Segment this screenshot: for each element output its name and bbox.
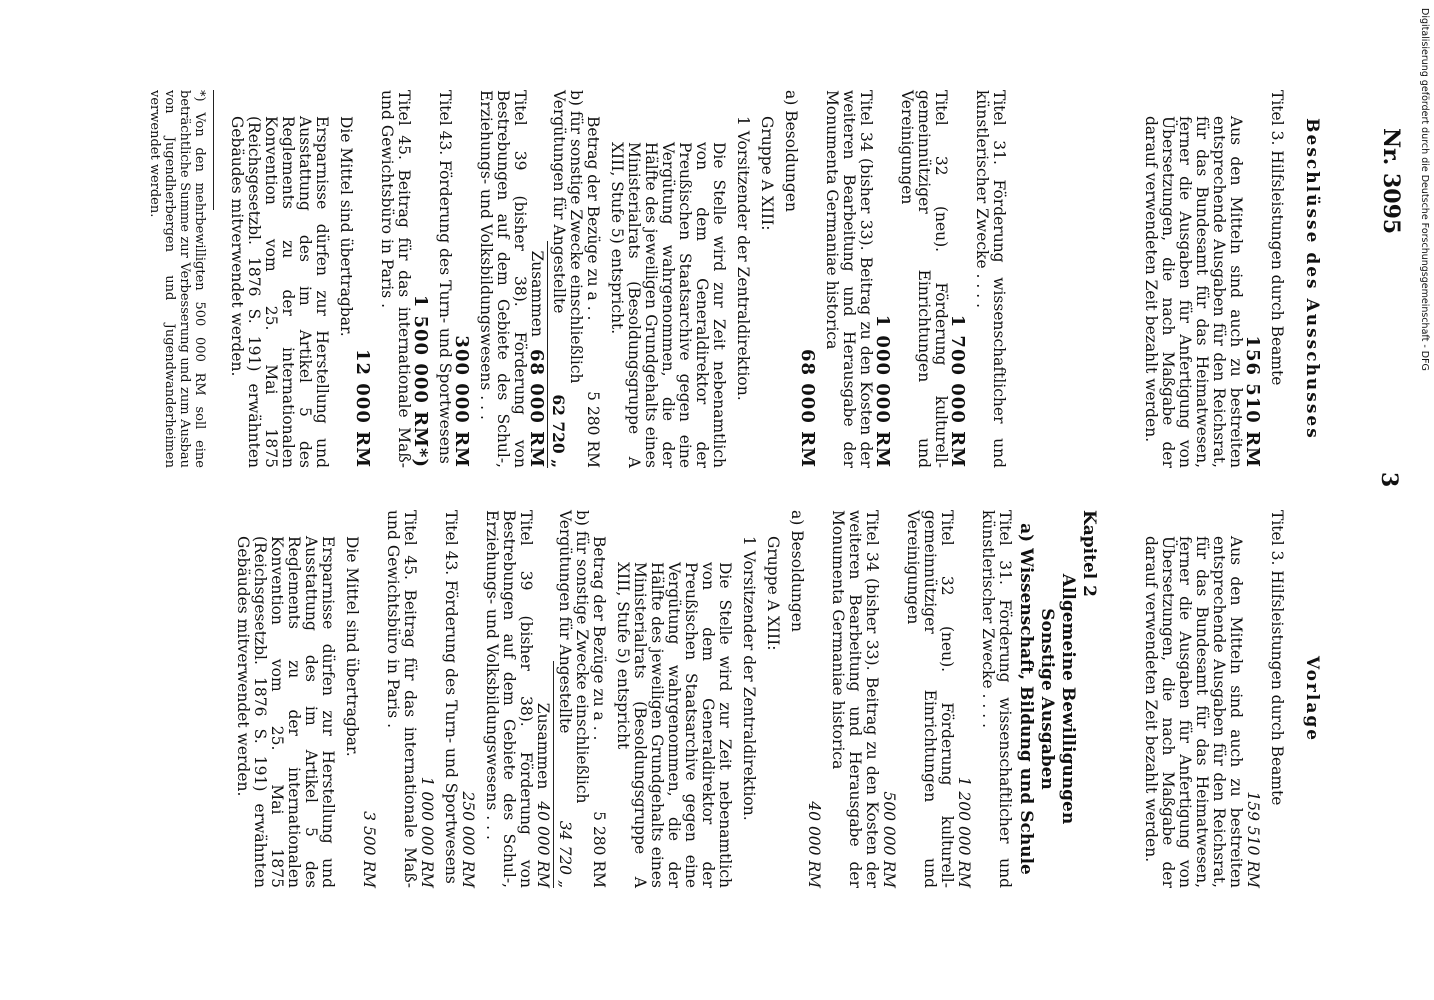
r-b-row bbox=[550, 90, 584, 468]
l-b-sonstige: b) für sonstige Zwecke einschließlich Vergütungen für Angestellte bbox=[556, 510, 591, 804]
r-titel45: Titel 45. Beitrag für das internationale Maß- und Gewichtsbüro in Paris . bbox=[378, 90, 413, 468]
r-vorsitzender: 1 Vorsitzender der Zentraldirektion. bbox=[734, 116, 752, 401]
r-zusammen-amount: 68 000 RM bbox=[526, 348, 547, 468]
r-titel45-note2: Ersparnisse dürfen zur Herstellung und Ausstattung des im Artikel 5 des Reglements zu der internationalen Konvention vom 25. Mai 1875 (Reichsgesetzbl. 1876 S. 191) erwähnten Gebäudes mitverwendet werden. bbox=[228, 116, 331, 468]
r-titel31: Titel 31. Förderung wissenschaftlicher und künstlerischer Zwecke . . . . bbox=[973, 90, 1008, 468]
wissenschaft-bildung-schule: a) Wissenschaft, Bildung und Schule bbox=[1016, 523, 1036, 875]
r-titel45-amount: 12 000 RM bbox=[352, 348, 373, 468]
r-titel32-amount: 1 000 000 RM bbox=[872, 314, 893, 468]
allgemeine-bewilligungen: Allgemeine Bewilligungen bbox=[1058, 573, 1078, 825]
page-number: 3 bbox=[1376, 472, 1402, 488]
r-titel3-label: Titel 3. Hilfsleistungen durch Beamte bbox=[1268, 90, 1286, 386]
l-b-row bbox=[556, 510, 590, 888]
dfg-credit-text: Digitalisierung gefördert durch die Deutsche Forschungsgemeinschaft - DFG bbox=[1419, 8, 1430, 371]
r-titel39-amount: 300 000 RM bbox=[451, 335, 472, 468]
footnote-rule bbox=[213, 90, 214, 210]
l-gruppe: Gruppe A XIII: bbox=[764, 536, 782, 651]
r-betrag-label: Betrag der Bezüge zu a . . bbox=[584, 116, 602, 321]
kapitel-heading: Kapitel 2 bbox=[1079, 510, 1099, 598]
sonstige-ausgaben: Sonstige Ausgaben bbox=[1037, 608, 1057, 790]
r-b-amount: 62 720 „ bbox=[549, 394, 568, 468]
r-betrag-row bbox=[584, 90, 601, 468]
r-titel32: Titel 32 (neu). Förderung kulturell-gemeinnütziger Einrichtungen und Vereinigungen bbox=[898, 90, 950, 468]
r-titel43: Titel 43. Förderung des Turn- und Sportwesens bbox=[436, 90, 454, 464]
l-titel43-amount: 1 000 000 RM bbox=[418, 776, 436, 888]
r-b-sonstige: b) für sonstige Zwecke einschließlich Vergütungen für Angestellte bbox=[550, 90, 585, 384]
l-titel45-note1: Die Mittel sind übertragbar. bbox=[343, 536, 361, 757]
l-titel45-amount: 3 500 RM bbox=[360, 811, 378, 888]
beschluesse-heading: Beschlüsse des Ausschusses bbox=[1302, 118, 1322, 440]
l-titel43: Titel 43. Förderung des Turn- und Sportwesens bbox=[442, 510, 460, 884]
l-stelle-note: Die Stelle wird zur Zeit nebenamtlich von dem Generaldirektor der Preußischen Staatsarchive gegen eine Vergütung wahrgenommen, die der Hälfte des jeweiligen Grundgehalts eines Ministerialrats (Besoldungsgruppe A XIII, Stufe 5) entspricht bbox=[614, 562, 734, 888]
vorlage-heading: Vorlage bbox=[1302, 655, 1322, 743]
r-stelle-note: Die Stelle wird zur Zeit nebenamtlich von dem Generaldirektor der Preußischen Staatsarchive gegen eine Vergütung wahrgenommen, die der Hälfte des jeweiligen Grundgehalts eines Ministerialrats (Besoldungsgruppe A XIII, Stufe 5) entspricht. bbox=[608, 142, 728, 468]
l-sum-rule bbox=[553, 661, 554, 888]
l-titel31-amount: 1 200 000 RM bbox=[955, 776, 973, 888]
l-vorsitzender: 1 Vorsitzender der Zentraldirektion. bbox=[740, 536, 758, 821]
r-sum-rule bbox=[547, 241, 548, 468]
l-zusammen-amount: 40 000 RM bbox=[534, 801, 552, 888]
l-a-besoldungen: a) Besoldungen bbox=[788, 510, 806, 632]
l-titel39: Titel 39 (bisher 38). Förderung von Bestrebungen auf dem Gebiete des Schul-, Erziehungs- und Volksbildungswesens . . . bbox=[483, 510, 535, 888]
r-titel34-amount: 68 000 RM bbox=[797, 348, 818, 468]
r-zusammen-label: Zusammen bbox=[528, 250, 546, 337]
l-titel3-note: Aus den Mitteln sind auch zu bestreiten entsprechende Ausgaben für den Reichsrat, für das Bundesamt für das Heimatwesen, ferner die Ausgaben für Anfertigung von Übersetzungen, die nach Maßgabe der darauf verwendeten Zeit bezahlt werden. bbox=[1142, 536, 1245, 888]
l-betrag-label: Betrag der Bezüge zu a . . bbox=[590, 536, 608, 741]
l-titel45-note2: Ersparnisse dürfen zur Herstellung und Ausstattung des im Artikel 5 des Reglements zu der internationalen Konvention vom 25. Mai 1875 (Reichsgesetzbl. 1876 S. 191) erwähnten Gebäudes mitverwendet werden. bbox=[234, 536, 337, 888]
l-titel32: Titel 32 (neu). Förderung kulturell-gemeinnütziger Einrichtungen und Vereinigungen bbox=[904, 510, 956, 888]
l-titel3-amount: 159 510 RM bbox=[1244, 791, 1262, 888]
l-titel34-amount: 40 000 RM bbox=[805, 801, 823, 888]
r-titel34: Titel 34 (bisher 33). Beitrag zu den Kosten der weiteren Bearbeitung und Herausgabe der Monumenta Germaniae historica bbox=[823, 90, 875, 468]
digitization-credit bbox=[1416, 8, 1432, 988]
l-titel31: Titel 31. Förderung wissenschaftlicher und künstlerischer Zwecke . . . . bbox=[979, 510, 1014, 888]
rotated-page-content bbox=[110, 70, 1410, 970]
footnote: *) Von den mehrbewilligten 500 000 RM soll eine beträchtliche Summe zur Verbesserung und zum Ausbau von Jugendherbergen und Jugendwanderheimen verwendet werden. bbox=[147, 90, 207, 468]
vorlage-column bbox=[227, 510, 1330, 888]
r-zusammen-row bbox=[528, 90, 545, 468]
r-betrag-amount: 5 280 RM bbox=[584, 391, 602, 468]
r-titel45-note1: Die Mittel sind übertragbar. bbox=[337, 116, 355, 337]
l-titel45: Titel 45. Beitrag für das internationale Maß- und Gewichtsbüro in Paris . bbox=[384, 510, 419, 888]
beschluesse-column bbox=[147, 90, 1330, 468]
r-titel3-note: Aus den Mitteln sind auch zu bestreiten entsprechende Ausgaben für den Reichsrat, für das Bundesamt für das Heimatwesen, ferner die Ausgaben für Anfertigung von Übersetzungen, die nach Maßgabe der darauf verwendeten Zeit bezahlt werden. bbox=[1142, 116, 1245, 468]
l-titel32-amount: 500 000 RM bbox=[880, 791, 898, 888]
r-titel43-amount: 1 500 000 RM*) bbox=[410, 294, 431, 468]
l-zusammen-label: Zusammen bbox=[534, 702, 552, 790]
l-betrag-row bbox=[590, 510, 607, 888]
l-b-amount: 34 720 „ bbox=[556, 820, 574, 888]
l-titel34: Titel 34 (bisher 33). Beitrag zu den Kosten der weiteren Bearbeitung und Herausgabe der Monumenta Germaniae historica bbox=[829, 510, 881, 888]
r-titel39: Titel 39 (bisher 38). Förderung von Bestrebungen auf dem Gebiete des Schul-, Erziehungs- und Volksbildungswesens . . . bbox=[477, 90, 529, 468]
r-titel3-amount: 156 510 RM bbox=[1242, 335, 1263, 468]
l-zusammen-row bbox=[534, 510, 551, 888]
l-titel3-label: Titel 3. Hilfsleistungen durch Beamte bbox=[1268, 510, 1286, 806]
r-a-besoldungen: a) Besoldungen bbox=[782, 90, 800, 212]
page-header bbox=[1320, 90, 1410, 950]
r-gruppe: Gruppe A XIII: bbox=[758, 116, 776, 231]
l-titel39-amount: 250 000 RM bbox=[459, 791, 477, 888]
l-betrag-amount: 5 280 RM bbox=[590, 811, 608, 888]
document-number: Nr. 3095 bbox=[1378, 128, 1404, 235]
r-titel31-amount: 1 700 000 RM bbox=[947, 314, 968, 468]
